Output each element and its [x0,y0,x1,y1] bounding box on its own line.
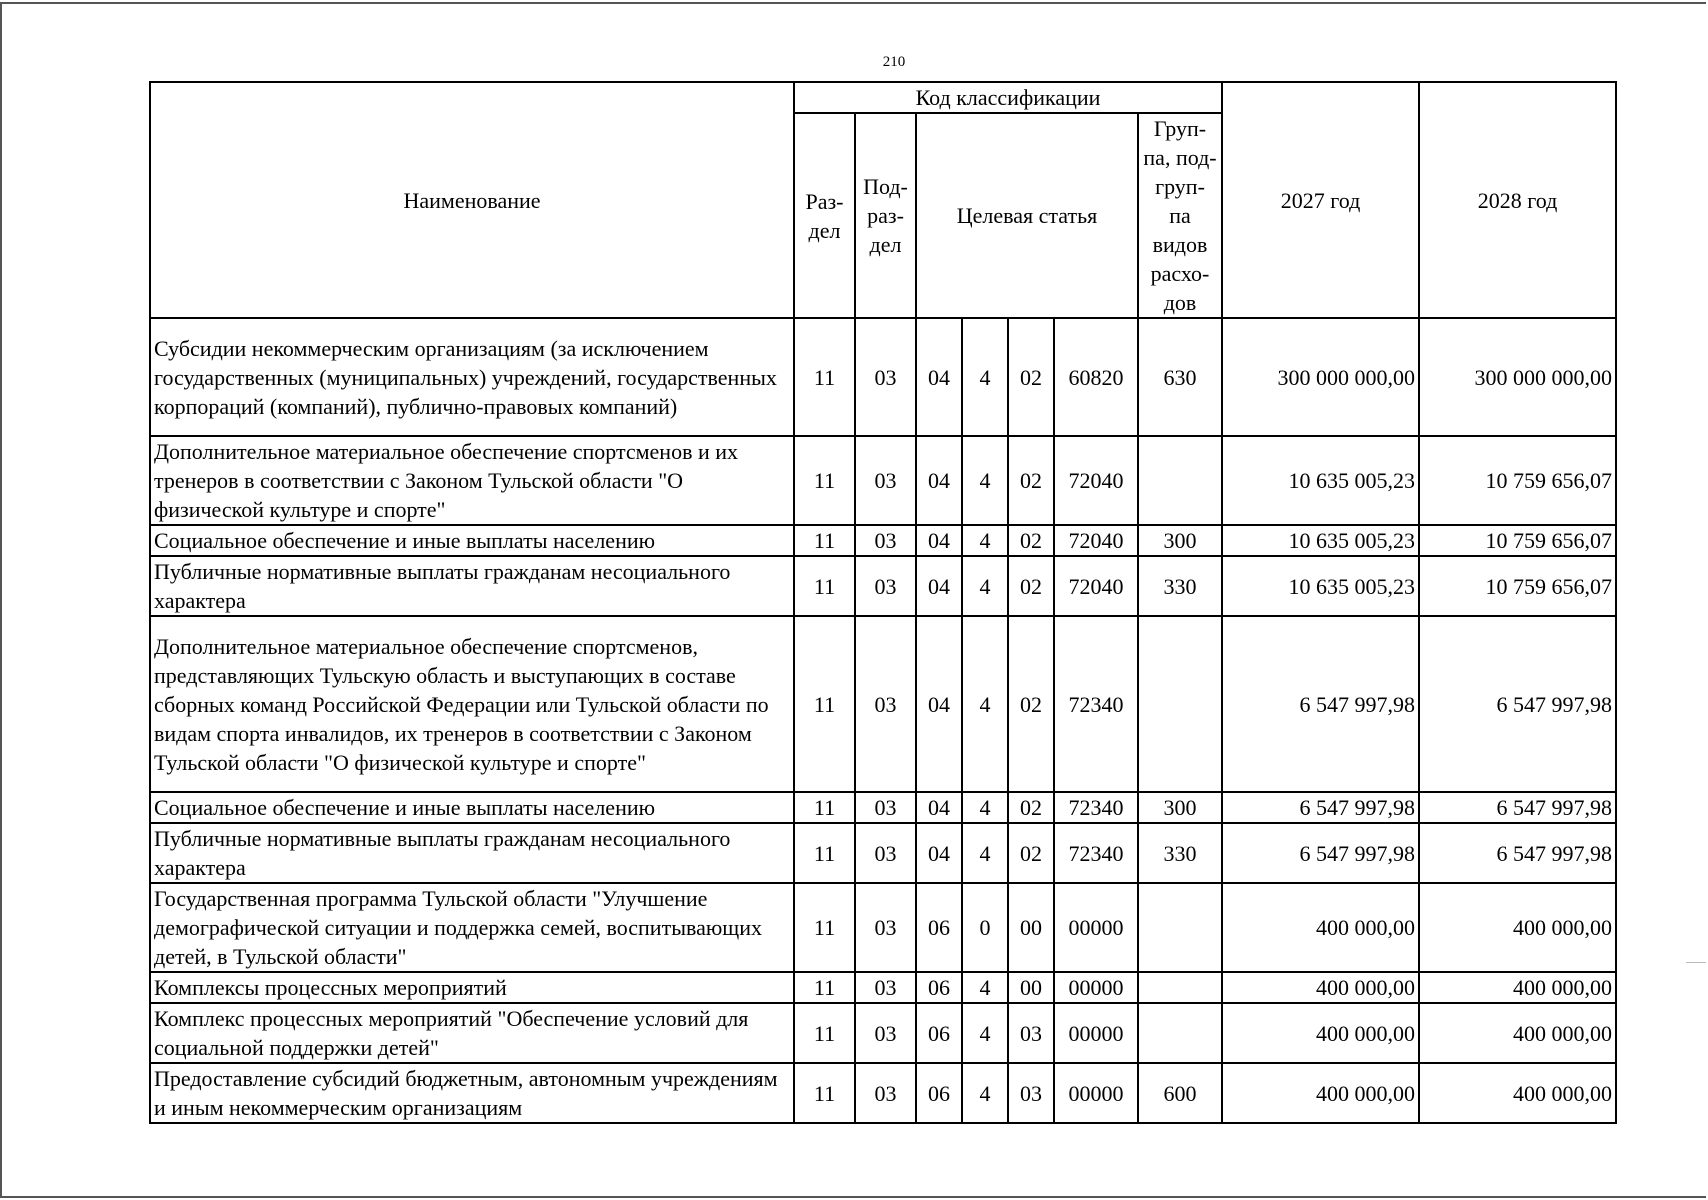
row-amount-2028: 6 547 997,98 [1419,616,1616,792]
row-razdel: 11 [794,318,855,436]
row-amount-2028: 6 547 997,98 [1419,792,1616,823]
row-amount-2028: 6 547 997,98 [1419,823,1616,883]
row-target-2: 4 [962,1063,1008,1123]
table-row [150,972,1616,1003]
row-target-4: 72040 [1054,436,1138,525]
row-target-1: 04 [916,616,962,792]
row-target-2: 4 [962,318,1008,436]
row-target-2: 4 [962,436,1008,525]
row-target-1: 04 [916,823,962,883]
row-target-3: 02 [1008,616,1054,792]
row-group [1138,616,1222,792]
row-name: Субсидии некоммерческим организациям (за исключением государственных (муниципальных) учреждений, государственных корпораций (компаний), публично-правовых компаний) [150,318,794,436]
row-amount-2028: 10 759 656,07 [1419,525,1616,556]
table-row [150,1063,1616,1123]
row-target-3: 03 [1008,1003,1054,1063]
budget-table [149,81,1617,1124]
row-amount-2028: 400 000,00 [1419,972,1616,1003]
row-target-2: 4 [962,823,1008,883]
row-razdel: 11 [794,525,855,556]
table-row [150,318,1616,436]
table-row [150,436,1616,525]
row-razdel: 11 [794,1003,855,1063]
row-target-2: 4 [962,1003,1008,1063]
row-razdel: 11 [794,616,855,792]
row-target-3: 02 [1008,525,1054,556]
row-podrazdel: 03 [855,792,916,823]
row-podrazdel: 03 [855,556,916,616]
row-group: 300 [1138,525,1222,556]
header-code: Код классификации [794,82,1222,113]
row-target-4: 00000 [1054,1063,1138,1123]
table-row [150,616,1616,792]
row-target-4: 60820 [1054,318,1138,436]
row-target-4: 72340 [1054,616,1138,792]
row-target-4: 00000 [1054,1003,1138,1063]
row-target-4: 00000 [1054,972,1138,1003]
row-target-3: 02 [1008,436,1054,525]
row-target-3: 00 [1008,972,1054,1003]
row-target-4: 72040 [1054,556,1138,616]
row-podrazdel: 03 [855,318,916,436]
row-group [1138,972,1222,1003]
row-podrazdel: 03 [855,972,916,1003]
table-row [150,823,1616,883]
row-target-2: 0 [962,883,1008,972]
row-podrazdel: 03 [855,436,916,525]
row-amount-2027: 10 635 005,23 [1222,436,1419,525]
row-amount-2027: 6 547 997,98 [1222,792,1419,823]
row-name: Публичные нормативные выплаты гражданам несоциального характера [150,556,794,616]
row-amount-2027: 300 000 000,00 [1222,318,1419,436]
row-name: Государственная программа Тульской области "Улучшение демографической ситуации и поддержка семей, воспитывающих детей, в Тульской области" [150,883,794,972]
row-razdel: 11 [794,1063,855,1123]
row-amount-2028: 300 000 000,00 [1419,318,1616,436]
row-target-1: 04 [916,318,962,436]
row-amount-2028: 400 000,00 [1419,1063,1616,1123]
row-target-4: 72340 [1054,823,1138,883]
row-target-2: 4 [962,972,1008,1003]
table-row [150,525,1616,556]
row-group [1138,883,1222,972]
row-target-3: 02 [1008,792,1054,823]
table-body [150,318,1616,1123]
row-name: Предоставление субсидий бюджетным, автономным учреждениям и иным некоммерческим организациям [150,1063,794,1123]
row-target-1: 06 [916,972,962,1003]
row-amount-2027: 400 000,00 [1222,1003,1419,1063]
row-target-2: 4 [962,525,1008,556]
header-name: Наименование [150,82,794,318]
row-name: Публичные нормативные выплаты гражданам несоциального характера [150,823,794,883]
header-target: Целевая статья [916,113,1138,318]
header-podrazdel: Под- раз- дел [855,113,916,318]
row-amount-2027: 400 000,00 [1222,883,1419,972]
row-razdel: 11 [794,556,855,616]
row-target-1: 06 [916,1063,962,1123]
row-target-1: 04 [916,525,962,556]
row-razdel: 11 [794,792,855,823]
row-name: Комплекс процессных мероприятий "Обеспечение условий для социальной поддержки детей" [150,1003,794,1063]
row-target-4: 72340 [1054,792,1138,823]
row-amount-2028: 10 759 656,07 [1419,556,1616,616]
row-amount-2027: 400 000,00 [1222,1063,1419,1123]
table-row [150,792,1616,823]
row-podrazdel: 03 [855,1063,916,1123]
row-amount-2028: 400 000,00 [1419,1003,1616,1063]
row-target-1: 04 [916,436,962,525]
row-razdel: 11 [794,883,855,972]
row-group [1138,436,1222,525]
row-group: 330 [1138,556,1222,616]
row-group [1138,1003,1222,1063]
row-target-3: 02 [1008,823,1054,883]
row-target-2: 4 [962,792,1008,823]
row-group: 330 [1138,823,1222,883]
row-target-1: 06 [916,883,962,972]
table-row [150,883,1616,972]
row-target-3: 02 [1008,556,1054,616]
row-target-3: 00 [1008,883,1054,972]
row-amount-2027: 400 000,00 [1222,972,1419,1003]
row-group: 600 [1138,1063,1222,1123]
row-amount-2027: 6 547 997,98 [1222,616,1419,792]
row-amount-2028: 400 000,00 [1419,883,1616,972]
row-name: Социальное обеспечение и иные выплаты населению [150,525,794,556]
row-target-2: 4 [962,616,1008,792]
row-amount-2027: 10 635 005,23 [1222,525,1419,556]
row-podrazdel: 03 [855,823,916,883]
table-row [150,1003,1616,1063]
row-podrazdel: 03 [855,883,916,972]
row-target-4: 72040 [1054,525,1138,556]
row-name: Социальное обеспечение и иные выплаты населению [150,792,794,823]
row-target-3: 03 [1008,1063,1054,1123]
row-group: 630 [1138,318,1222,436]
table-row [150,556,1616,616]
margin-tick [1686,962,1706,963]
row-target-1: 04 [916,556,962,616]
row-razdel: 11 [794,436,855,525]
header-razdel: Раз- дел [794,113,855,318]
row-target-3: 02 [1008,318,1054,436]
row-target-4: 00000 [1054,883,1138,972]
header-year-2027: 2027 год [1222,82,1419,318]
row-target-1: 06 [916,1003,962,1063]
row-podrazdel: 03 [855,616,916,792]
row-name: Дополнительное материальное обеспечение спортсменов и их тренеров в соответствии с Законом Тульской области "О физической культуре и спорте" [150,436,794,525]
row-amount-2027: 6 547 997,98 [1222,823,1419,883]
row-amount-2028: 10 759 656,07 [1419,436,1616,525]
row-razdel: 11 [794,823,855,883]
row-name: Дополнительное материальное обеспечение спортсменов, представляющих Тульскую область и выступающих в составе сборных команд Российской Федерации или Тульской области по видам спорта инвалидов, их тренеров в соответствии с Законом Тульской области "О физической культуре и спорте" [150,616,794,792]
row-amount-2027: 10 635 005,23 [1222,556,1419,616]
page-number: 210 [882,54,906,70]
row-group: 300 [1138,792,1222,823]
row-podrazdel: 03 [855,525,916,556]
row-podrazdel: 03 [855,1003,916,1063]
row-target-2: 4 [962,556,1008,616]
header-group: Груп- па, под- груп- па видов расхо- дов [1138,113,1222,318]
row-name: Комплексы процессных мероприятий [150,972,794,1003]
header-year-2028: 2028 год [1419,82,1616,318]
row-target-1: 04 [916,792,962,823]
row-razdel: 11 [794,972,855,1003]
